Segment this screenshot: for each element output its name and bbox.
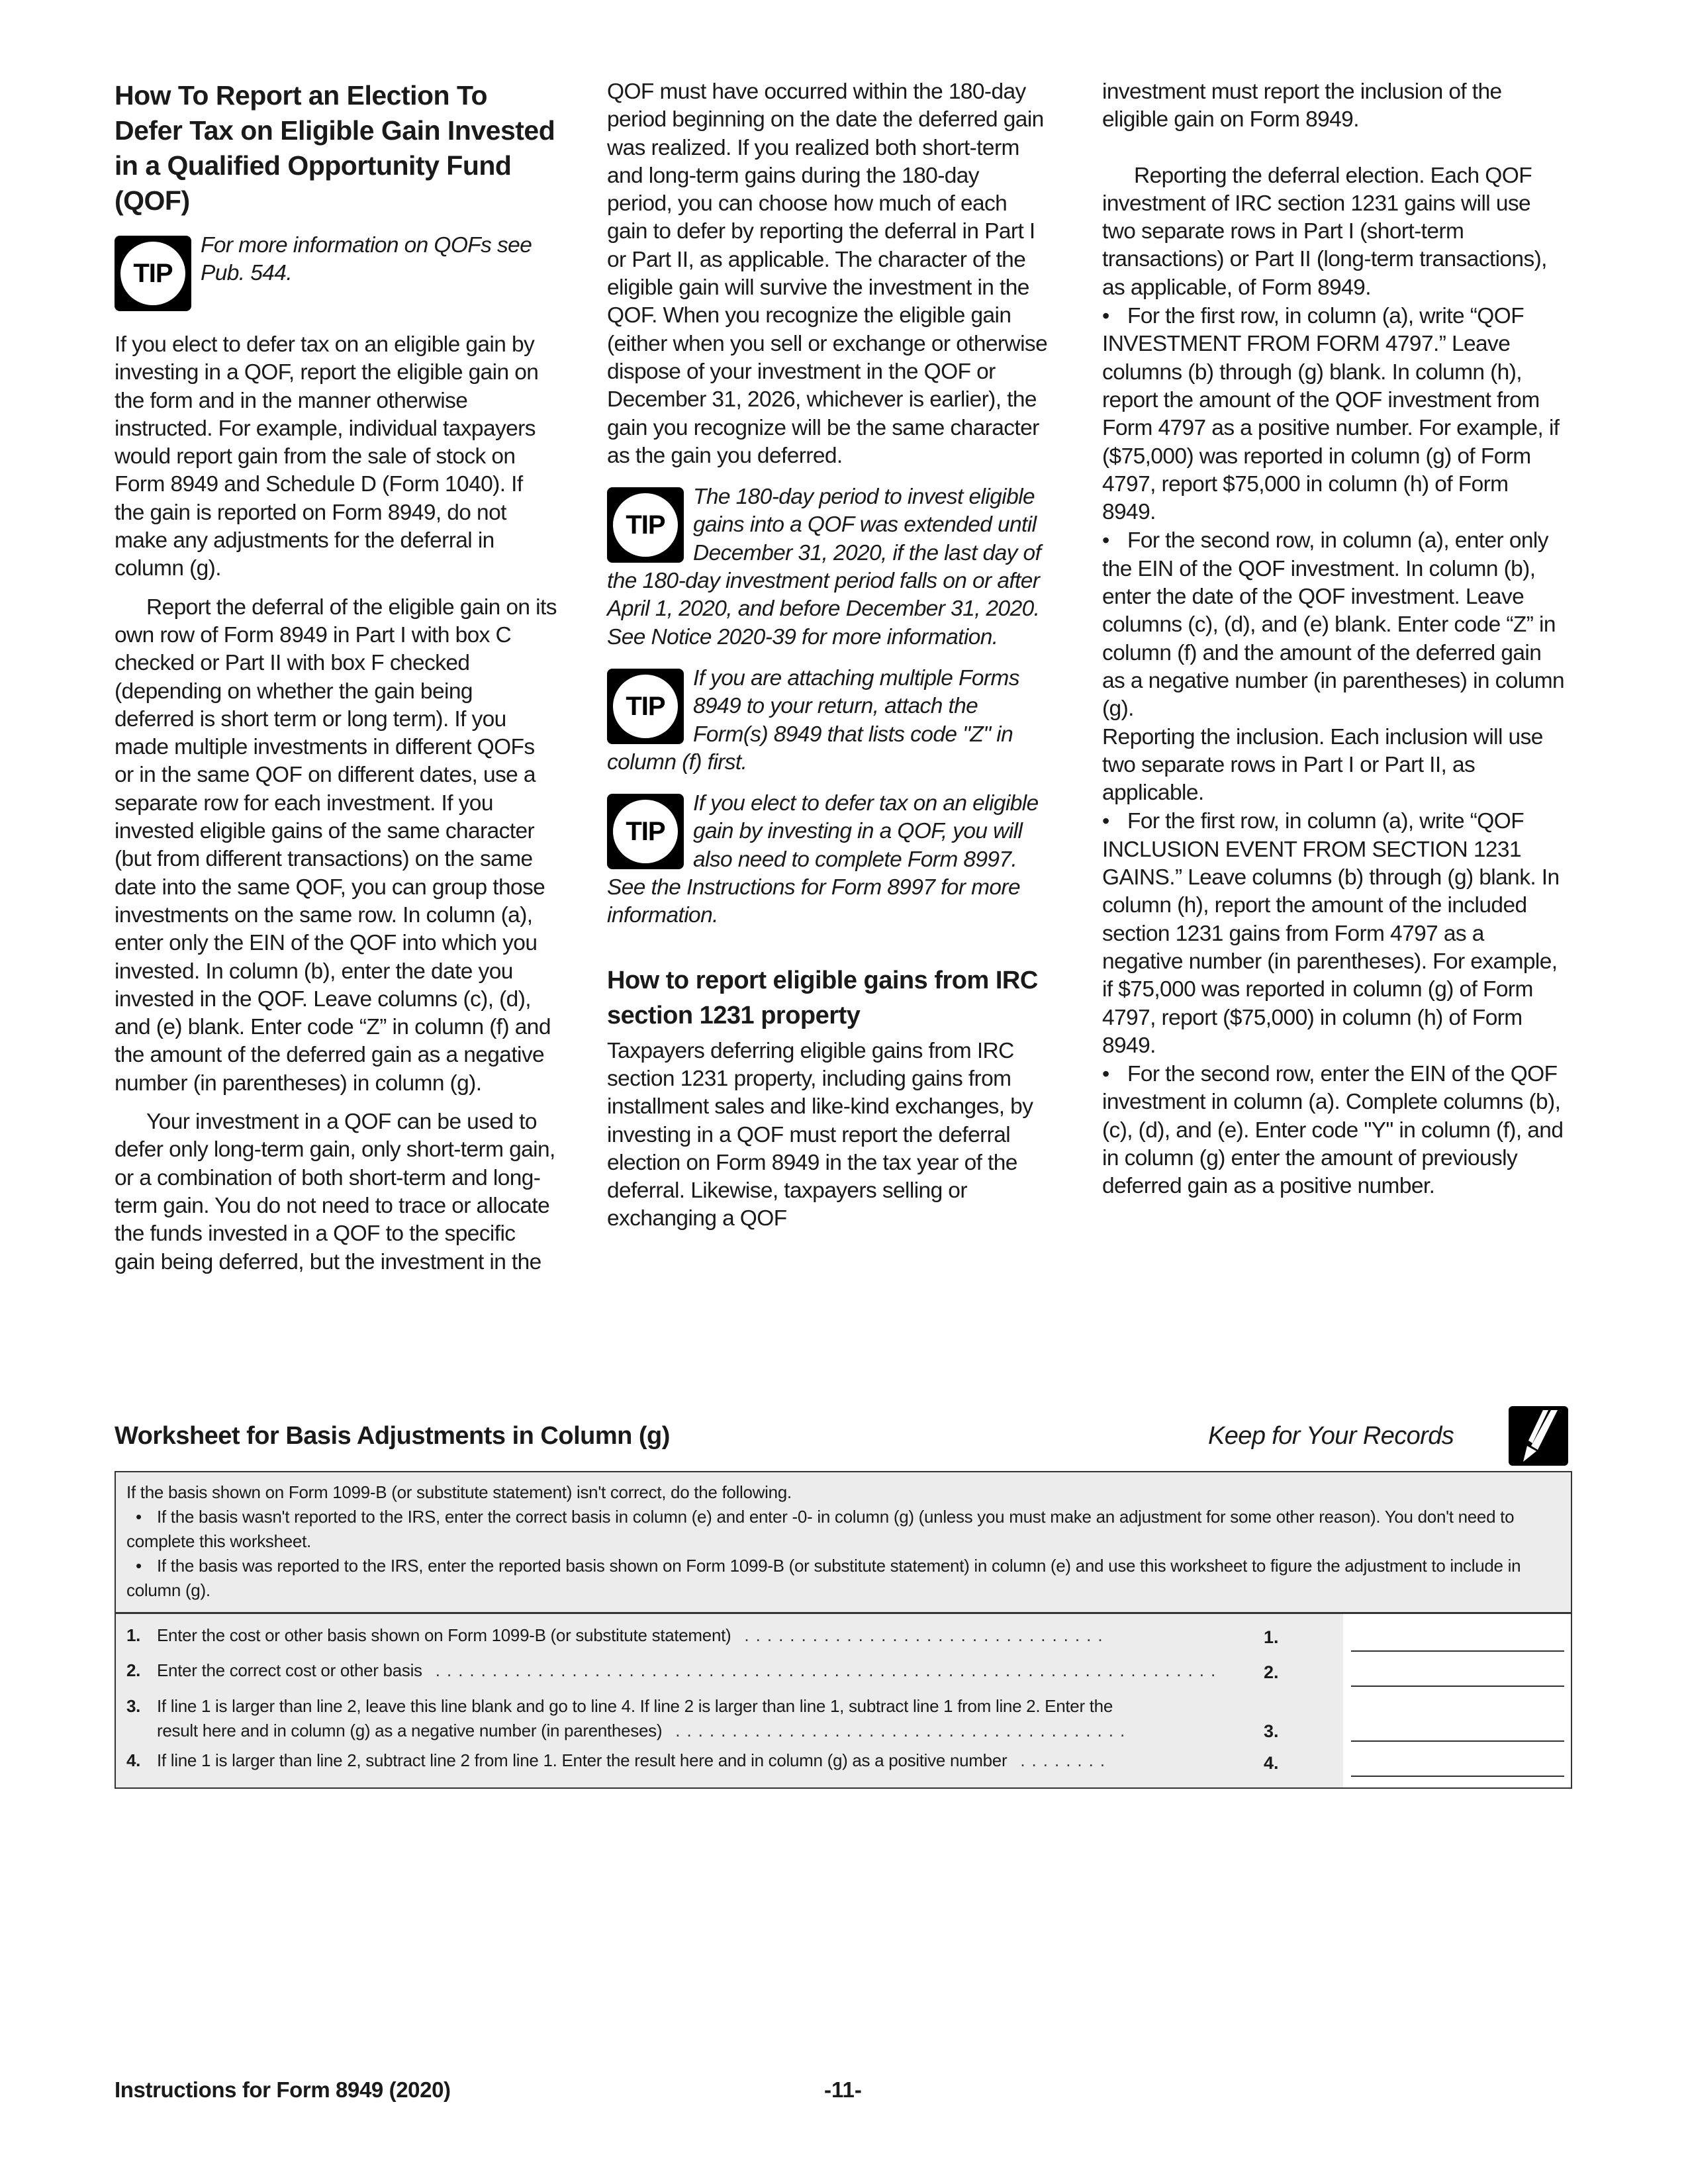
tip-icon: TIP	[607, 794, 684, 869]
tip-text: For more information on QOFs see Pub. 544.	[201, 233, 532, 286]
paragraph: Report the deferral of the eligible gain on its own row of Form 8949 in Part I with box C checked or Part II with box F checked (depending on whether the gain being deferred is short term or long term). If you made multiple investments in different QOFs or in the same QOF on different dates, use a separate row for each investment. If you invested eligible gains of the same character (but from different transactions) on the same date into the same QOF, you can group those investments on the same row. In column (a), enter only the EIN of the QOF into which you invested. In column (b), enter the date you invested in the QOF. Leave columns (c), (d), and (e) blank. Enter code “Z” in column (f) and the amount of the deferred gain as a negative number (in parentheses) in column (g).	[115, 594, 557, 1096]
tip-icon: TIP	[607, 487, 684, 563]
paragraph: Taxpayers deferring eligible gains from IRC section 1231 property, including gains from installment sales and like-kind exchanges, by investing in a QOF must report the deferral election on Form 8949 in the tax year of the deferral. Likewise, taxpayers selling or exchanging a QOF	[607, 1038, 1033, 1231]
worksheet-line-1: 1. Enter the cost or other basis shown on Form 1099-B (or substitute statement) ................................	[126, 1625, 1109, 1645]
bullet-item: • For the first row, in column (a), write “QOF INVESTMENT FROM FORM 4797.” Leave columns (b) through (g) blank. In column (h), report the amount of the QOF investment from Form 4797 as a positive number. For example, if ($75,000) was reported in column (g) of Form 4797, report $75,000 in column (h) of Form 8949.	[1102, 302, 1566, 526]
bullet-item: • For the second row, in column (a), enter only the EIN of the QOF investment. In column (b), enter the date of the QOF investment. Leave columns (c), (d), and (e) blank. Enter code “Z” in column (f) and the amount of the deferred gain as a negative number (in parentheses) in column (g).	[1102, 526, 1566, 723]
worksheet-line-4: 4. If line 1 is larger than line 2, subtract line 2 from line 1. Enter the result here and in column (g) as a positive number ........	[126, 1750, 1112, 1770]
footer-title: Instructions for Form 8949 (2020)	[115, 2077, 451, 2102]
column-1	[115, 78, 557, 1276]
worksheet-lines	[116, 1614, 1571, 1787]
keep-for-records-label: Keep for Your Records	[1208, 1422, 1454, 1450]
bullet-item: • For the second row, enter the EIN of the QOF investment in column (a). Complete columns (b), (c), (d), and (e). Enter code "Y" in column (f), and in column (g) enter the amount of previously deferred gain as a positive number.	[1102, 1060, 1566, 1200]
tip-pub-544	[115, 232, 557, 314]
page-number: -11-	[824, 2077, 862, 2102]
line-1-input[interactable]	[1351, 1650, 1564, 1652]
worksheet-line-3: 3. If line 1 is larger than line 2, leave this line blank and go to line 4. If line 2 is larger than line 1, subtract line 1 from line 2. Enter the result here and in column (g) as a negative number (in parentheses) ........................................	[126, 1696, 1132, 1740]
tip-text: The 180-day period to invest eligible gains into a QOF was extended until December 31, 2020, if the last day of the 180-day investment period falls on or after April 1, 2020, and before December 31, 2020. See Notice 2020-39 for more information.	[607, 485, 1041, 649]
line-ref-1: 1.	[1264, 1627, 1279, 1647]
line-3-input[interactable]	[1351, 1740, 1564, 1742]
worksheet-intro-bullet: • If the basis was reported to the IRS, enter the reported basis shown on Form 1099-B (or substitute statement) in column (e) and use this worksheet to figure the adjustment to include in column (g).	[126, 1554, 1560, 1603]
paragraph: QOF must have occurred within the 180-day period beginning on the date the deferred gain was realized. If you realized both short-term and long-term gains during the 180-day period, you can choose how much of each gain to defer by reporting the deferral in Part I or Part II, as applicable. The character of the eligible gain will survive the investment in the QOF. When you recognize the eligible gain (either when you sell or exchange or otherwise dispose of your investment in the QOF or December 31, 2026, whichever is earlier), the gain you recognize will be the same character as the gain you deferred.	[607, 79, 1048, 468]
worksheet-intro-text: If the basis shown on Form 1099-B (or substitute statement) isn't correct, do the following.	[126, 1482, 792, 1502]
line-2-input[interactable]	[1351, 1685, 1564, 1687]
column-3	[1102, 78, 1566, 1201]
line-ref-4: 4.	[1264, 1753, 1279, 1773]
paragraph: investment must report the inclusion of the eligible gain on Form 8949.	[1102, 79, 1502, 132]
line-ref-3: 3.	[1264, 1721, 1279, 1741]
paragraph: Reporting the deferral election. Each QOF investment of IRC section 1231 gains will use two separate rows in Part I (short-term transactions) or Part II (long-term transactions), as applicable, of Form 8949.	[1102, 163, 1547, 300]
tip-form-8997	[607, 790, 1049, 929]
paragraph: Your investment in a QOF can be used to defer only long-term gain, only short-term gain, or a combination of both short-term and long-term gain. You do not need to trace or allocate the funds invested in a QOF to the specific gain being deferred, but the investment in the	[115, 1110, 555, 1274]
worksheet-instructions	[116, 1472, 1571, 1614]
tip-180-day-extension	[607, 483, 1049, 651]
tip-text: If you are attaching multiple Forms 8949 to your return, attach the Form(s) 8949 that lists code "Z" in column (f) first.	[607, 665, 1019, 775]
worksheet-box	[115, 1471, 1572, 1789]
tip-icon: TIP	[607, 669, 684, 744]
section-heading-qof-election: How To Report an Election To Defer Tax on Eligible Gain Invested in a Qualified Opportunity Fund (QOF)	[115, 80, 555, 216]
tip-text: If you elect to defer tax on an eligible gain by investing in a QOF, you will also need to complete Form 8997. See the Instructions for Form 8997 for more information.	[607, 791, 1039, 928]
worksheet-title: Worksheet for Basis Adjustments in Column (g)	[115, 1422, 670, 1450]
section-heading-1231: How to report eligible gains from IRC section 1231 property	[607, 966, 1038, 1029]
line-ref-2: 2.	[1264, 1662, 1279, 1682]
tip-icon: TIP	[115, 236, 191, 311]
bullet-item: • For the first row, in column (a), write “QOF INCLUSION EVENT FROM SECTION 1231 GAINS.” Leave columns (b) through (g) blank. In column (h), report the amount of the included section 1231 gains from Form 4797 as a negative number (in parentheses). For example, if $75,000 was reported in column (g) of Form 4797, report ($75,000) in column (h) of Form 8949.	[1102, 807, 1566, 1060]
worksheet-line-2: 2. Enter the correct cost or other basis .....................................................................	[126, 1660, 1223, 1680]
column-2	[607, 78, 1049, 1233]
worksheet-answer-column	[1343, 1614, 1571, 1787]
tip-multiple-forms	[607, 665, 1049, 777]
paragraph: If you elect to defer tax on an eligible gain by investing in a QOF, report the eligible gain on the form and in the manner otherwise instructed. For example, individual taxpayers would report gain from the sale of stock on Form 8949 and Schedule D (Form 1040). If the gain is reported on Form 8949, do not make any adjustments for the deferral in column (g).	[115, 332, 539, 581]
pencil-icon	[1509, 1406, 1568, 1466]
paragraph: Reporting the inclusion. Each inclusion will use two separate rows in Part I or Part II, as applicable.	[1102, 724, 1543, 806]
line-4-input[interactable]	[1351, 1775, 1564, 1777]
worksheet-intro-bullet: • If the basis wasn't reported to the IRS, enter the correct basis in column (e) and enter -0- in column (g) (unless you must make an adjustment for some other reason). You don't need to complete this worksheet.	[126, 1505, 1560, 1554]
